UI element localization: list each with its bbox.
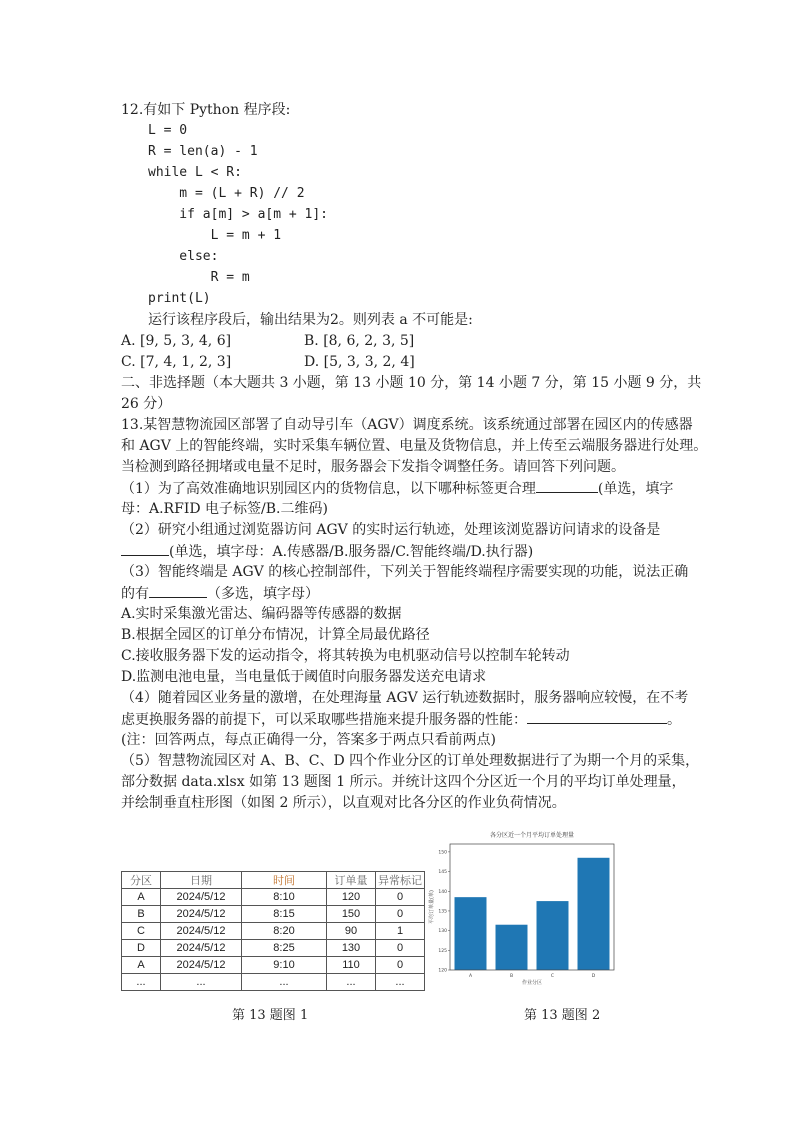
chart-title: 各分区近一个月平均订单处理量: [489, 832, 575, 839]
table-cell: 8:20: [242, 923, 327, 940]
option-c: C. [7, 4, 1, 2, 3]: [121, 354, 232, 370]
table-row: [122, 957, 425, 974]
q13-part4-note: (注：回答两点，每点正确得一分，答案多于两点只看前两点): [121, 732, 496, 748]
q13-part1-cont: 母：A.RFID 电子标签/B.二维码): [121, 501, 328, 517]
table-cell: 2024/5/12: [161, 889, 242, 906]
code-line: if a[m] > a[m + 1]:: [148, 207, 329, 222]
y-tick-label: 120: [438, 968, 447, 974]
q13-part2: （2）研究小组通过浏览器访问 AGV 的实时运行轨迹，处理该浏览器访问请求的设备是: [121, 522, 661, 538]
table-row: [122, 906, 425, 923]
q13-part4: （4）随着园区业务量的激增，在处理海量 AGV 运行轨迹数据时，服务器响应较慢，在不考: [121, 690, 689, 706]
answer-blank-4[interactable]: [527, 709, 667, 724]
y-tick-label: 145: [438, 870, 447, 876]
x-tick-label: B: [509, 974, 514, 979]
bar-A: [455, 897, 487, 970]
figure2-caption: 第 13 题图 2: [524, 1008, 601, 1023]
q13-intro-line: 当检测到路径拥堵或电量不足时，服务器会下发指令调整任务。请回答下列问题。: [121, 459, 625, 475]
table-cell: 0: [376, 940, 425, 957]
table-cell: ...: [327, 974, 376, 991]
table-cell: B: [122, 906, 161, 923]
table-cell: 150: [327, 906, 376, 923]
q13-part1: （1）为了高效准确地识别园区内的货物信息，以下哪种标签更合理 (单选，填字: [121, 478, 673, 499]
part3-option-a: A.实时采集激光雷达、编码器等传感器的数据: [121, 606, 402, 622]
table-cell: A: [122, 957, 161, 974]
table-cell: 0: [376, 906, 425, 923]
table-cell: 130: [327, 940, 376, 957]
table-cell: ...: [161, 974, 242, 991]
code-line: print(L): [148, 291, 211, 306]
option-b: B. [8, 6, 2, 3, 5]: [304, 333, 415, 349]
bar-C: [537, 901, 569, 970]
q13-part5-cont: 部分数据 data.xlsx 如第 13 题图 1 所示。并统计这四个分区近一个月的平均订单处理量，: [121, 774, 686, 790]
bar-B: [496, 925, 528, 970]
x-axis-label: 作业分区: [521, 980, 543, 986]
table-cell: 8:15: [242, 906, 327, 923]
q13-part3-cont: 的有 （多选，填字母）: [121, 583, 319, 604]
bar-chart: [420, 826, 630, 988]
table-header: 分区: [122, 872, 161, 889]
option-a: A. [9, 5, 3, 4, 6]: [121, 333, 232, 349]
q13-part4-cont: 虑更换服务器的前提下，可以采取哪些措施来提升服务器的性能： 。: [121, 709, 681, 730]
section-heading-cont: 26 分）: [121, 396, 172, 412]
q13-part3: （3）智能终端是 AGV 的核心控制部件，下列关于智能终端程序需要实现的功能，说法正确: [121, 564, 689, 580]
x-tick-label: A: [468, 974, 473, 979]
part3-option-d: D.监测电池电量，当电量低于阈值时向服务器发送充电请求: [121, 669, 487, 685]
table-header: 异常标记: [376, 872, 425, 889]
code-line: L = m + 1: [148, 228, 282, 243]
table-cell: ...: [122, 974, 161, 991]
q13-intro-line: 和 AGV 上的智能终端，实时采集车辆位置、电量及货物信息，并上传至云端服务器进行处理。: [121, 438, 708, 454]
table-row: [122, 940, 425, 957]
table-header: 日期: [161, 872, 242, 889]
table-cell: 0: [376, 889, 425, 906]
y-tick-label: 135: [438, 909, 447, 915]
bar-D: [578, 858, 610, 970]
table-header-row: [122, 872, 425, 889]
data-table: [121, 871, 425, 991]
q13-intro-line: 13.某智慧物流园区部署了自动导引车（AGV）调度系统。该系统通过部署在园区内的传感器: [121, 417, 693, 433]
y-tick-label: 130: [438, 929, 447, 935]
q12-prompt: 运行该程序段后，输出结果为2。则列表 a 不可能是:: [148, 312, 473, 328]
table-cell: 2024/5/12: [161, 957, 242, 974]
q13-part5-cont: 并绘制垂直柱形图（如图 2 所示），以直观对比各分区的作业负荷情况。: [121, 795, 566, 811]
table-cell: 120: [327, 889, 376, 906]
code-line: R = m: [148, 270, 250, 285]
table-cell: 8:25: [242, 940, 327, 957]
table-cell: ...: [376, 974, 425, 991]
table-cell: ...: [242, 974, 327, 991]
section-heading: 二、非选择题（本大题共 3 小题，第 13 小题 10 分，第 14 小题 7 分，第 15 小题 9 分，共: [121, 375, 702, 391]
table-cell: 110: [327, 957, 376, 974]
part3-option-c: C.接收服务器下发的运动指令，将其转换为电机驱动信号以控制车轮转动: [121, 648, 570, 664]
code-line: while L < R:: [148, 165, 242, 180]
code-line: else:: [148, 249, 219, 264]
code-line: L = 0: [148, 123, 188, 138]
table-row: [122, 923, 425, 940]
x-tick-label: C: [550, 974, 555, 979]
table-header: 订单量: [327, 872, 376, 889]
table-cell: 9:10: [242, 957, 327, 974]
table-cell: 90: [327, 923, 376, 940]
y-axis-label: 平均订单量(单): [429, 890, 435, 924]
code-line: m = (L + R) // 2: [148, 186, 305, 201]
table-cell: 0: [376, 957, 425, 974]
table-cell: A: [122, 889, 161, 906]
figure1-caption: 第 13 题图 1: [232, 1008, 309, 1023]
q13-part5: （5）智慧物流园区对 A、B、C、D 四个作业分区的订单处理数据进行了为期一个月的采集，: [121, 753, 700, 769]
code-line: R = len(a) - 1: [148, 144, 258, 159]
table-header: 时间: [242, 872, 327, 889]
part3-option-b: B.根据全园区的订单分布情况，计算全局最优路径: [121, 627, 430, 643]
y-tick-label: 125: [438, 948, 447, 954]
q13-part2-cont: (单选，填字母：A.传感器/B.服务器/C.智能终端/D.执行器): [121, 541, 533, 562]
answer-blank-3[interactable]: [149, 583, 207, 598]
table-cell: 2024/5/12: [161, 923, 242, 940]
table-cell: 2024/5/12: [161, 940, 242, 957]
table-cell: 1: [376, 923, 425, 940]
y-tick-label: 150: [438, 850, 447, 856]
table-cell: 8:10: [242, 889, 327, 906]
table-cell: 2024/5/12: [161, 906, 242, 923]
option-d: D. [5, 3, 3, 2, 4]: [304, 354, 415, 370]
answer-blank-2[interactable]: [121, 541, 169, 556]
answer-blank-1[interactable]: [536, 478, 598, 493]
table-cell: D: [122, 940, 161, 957]
table-cell: C: [122, 923, 161, 940]
x-tick-label: D: [591, 974, 596, 979]
y-tick-label: 140: [438, 889, 447, 895]
table-row: [122, 889, 425, 906]
table-row: [122, 974, 425, 991]
q12-title: 12.有如下 Python 程序段:: [121, 102, 291, 118]
